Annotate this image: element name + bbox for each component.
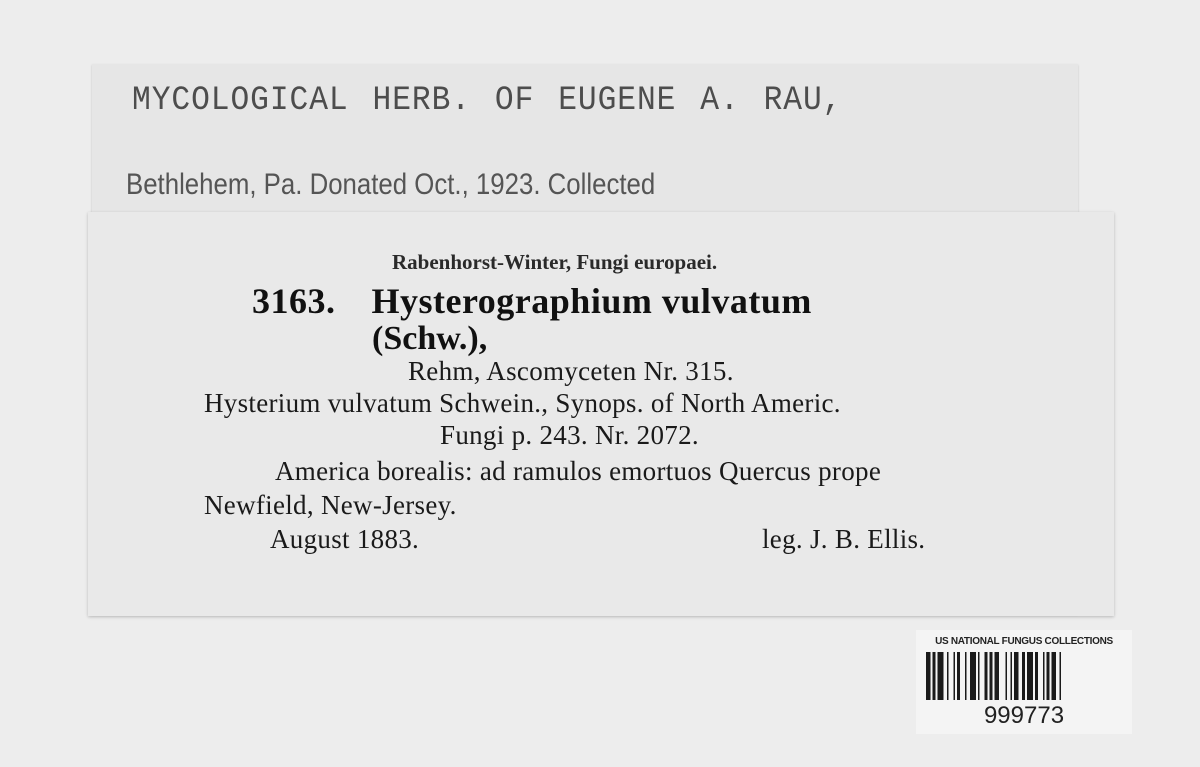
specimen-number: 3163. (252, 281, 336, 321)
fungi-reference: Fungi p. 243. Nr. 2072. (440, 420, 699, 450)
herbarium-stamp (132, 82, 866, 120)
exsiccata-series: Rabenhorst-Winter, Fungi europaei. (392, 250, 718, 274)
donation-line: Bethlehem, Pa. Donated Oct., 1923. Collected (126, 168, 656, 201)
rehm-reference: Rehm, Ascomyceten Nr. 315. (408, 356, 734, 386)
barcode-label (916, 630, 1132, 734)
collector: leg. J. B. Ellis. (762, 524, 926, 554)
stamp-word: A. (700, 82, 740, 120)
stamp-word: HERB. (372, 82, 471, 120)
synonym-reference: Hysterium vulvatum Schwein., Synops. of North Americ. (204, 388, 841, 418)
stamp-word: EUGENE (558, 82, 677, 120)
species-authority: (Schw.), (372, 320, 488, 357)
stamp-word: OF (494, 82, 535, 120)
barcode-title: US NATIONAL FUNGUS COLLECTIONS (935, 636, 1113, 647)
locality-line: America borealis: ad ramulos emortuos Quercus prope (275, 456, 882, 486)
stamp-word: MYCOLOGICAL (132, 82, 349, 120)
locality-line: Newfield, New-Jersey. (204, 490, 457, 520)
species-title (252, 280, 812, 322)
collection-date: August 1883. (270, 524, 420, 554)
species-name: Hysterographium vulvatum (371, 281, 812, 321)
barcode-icon (926, 652, 1122, 700)
barcode-number: 999773 (983, 702, 1065, 729)
stamp-word: RAU, (763, 82, 843, 120)
